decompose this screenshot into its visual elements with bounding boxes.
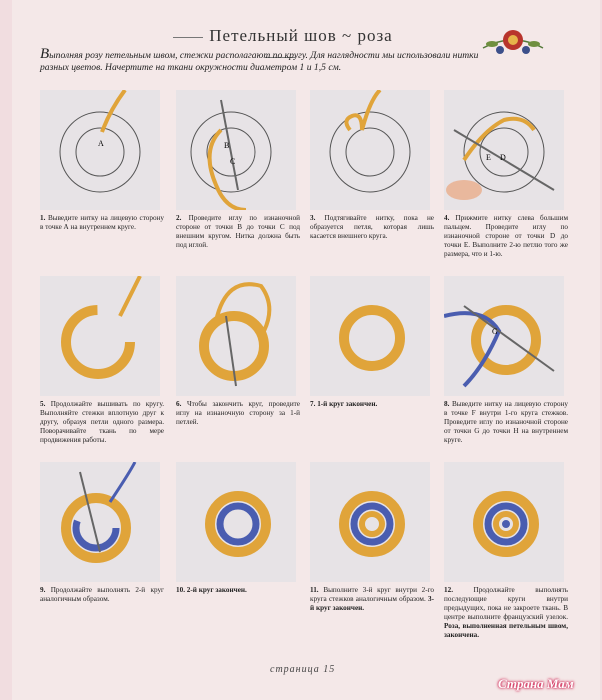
intro-text: [40, 48, 480, 74]
point-e-label: E: [486, 153, 491, 162]
step-11-caption: 11. Выполните 3-й круг внутри 2-го круга стежков аналогичным образом. 3-й круг закончен.: [310, 586, 434, 612]
step-10-caption: 10. 2-й круг закончен.: [176, 586, 247, 594]
step-8-photo: [444, 276, 564, 396]
step-5-caption: 5. Продолжайте вышивать по кругу. Выполняйте стежки вплотную друг к другу, образуя петли одного размера. Поворачивайте ткань по мере продвижения работы.: [40, 400, 165, 444]
intro-body: ыполняя розу петельным швом, стежки располагают по кругу. Для наглядности мы использовали нитки разных цветов. Начертите на ткани окружности диаметром 1 и 1,5 см.: [40, 50, 479, 73]
step-5-photo: [40, 276, 160, 396]
step-12-photo: [444, 462, 564, 582]
step-2-photo: [176, 90, 296, 210]
step-6-photo: [176, 276, 296, 396]
step-6-caption: 6. Чтобы закончить круг, проведите иглу на изнаночную сторону за 1-й петлей.: [176, 400, 300, 426]
step-8-caption: 8. Выведите нитку на лицевую сторону в точке F внутри 1-го круга стежков. Проведите иглу по изнаночной стороне от точки G до точки Н на внутреннем круге.: [444, 400, 568, 444]
point-b-label: B: [224, 141, 230, 150]
point-g-label: G: [492, 327, 498, 336]
point-a-label: A: [98, 139, 104, 148]
step-9-photo: [40, 462, 160, 582]
step-1-photo: [40, 90, 160, 210]
step-9-caption: 9. Продолжайте выполнять 2-й круг аналогичным образом.: [40, 586, 165, 603]
floral-ornament-icon: [478, 22, 548, 62]
point-d-label: D: [500, 153, 506, 162]
page-title: Петельный шов ~ роза: [150, 26, 410, 66]
step-10-photo: [176, 462, 296, 582]
step-2-caption: 2. Проведите иглу по изнаночной стороне от точки В до точки С под внешним кругом. Нитка должна быть под иглой.: [176, 214, 301, 249]
point-c-label: C: [230, 157, 236, 166]
step-7-caption: 7. 1-й круг закончен.: [310, 400, 378, 408]
step-3-caption: 3. Подтягивайте нитку, пока не образуется петля, которая лишь касается внешнего круга.: [310, 214, 434, 240]
step-1-caption: 1. Выведите нитку на лицевую сторону в точке А на внутреннем круге.: [40, 214, 164, 231]
step-7-photo: [310, 276, 430, 396]
watermark: Страна Мам: [498, 676, 574, 691]
step-11-photo: [310, 462, 430, 582]
intro-dropcap: В: [40, 46, 50, 62]
step-3-photo: [310, 90, 430, 210]
page-number: страница 15: [270, 664, 336, 675]
step-12-caption: 12. Продолжайте выполнять последующие круги внутри предыдущих, пока не закроете ткань. В центре выполните французский узелок. Роза, выполненная петельным швом, закончена.: [444, 586, 568, 639]
step-4-photo: [444, 90, 564, 210]
step-4-caption: 4. Прижмите нитку слева большим пальцем. Проведите иглу по изнаночной стороне от точки D до точки Е. Выполните 2-ю петлю того же размера, что и 1-ю.: [444, 214, 568, 258]
